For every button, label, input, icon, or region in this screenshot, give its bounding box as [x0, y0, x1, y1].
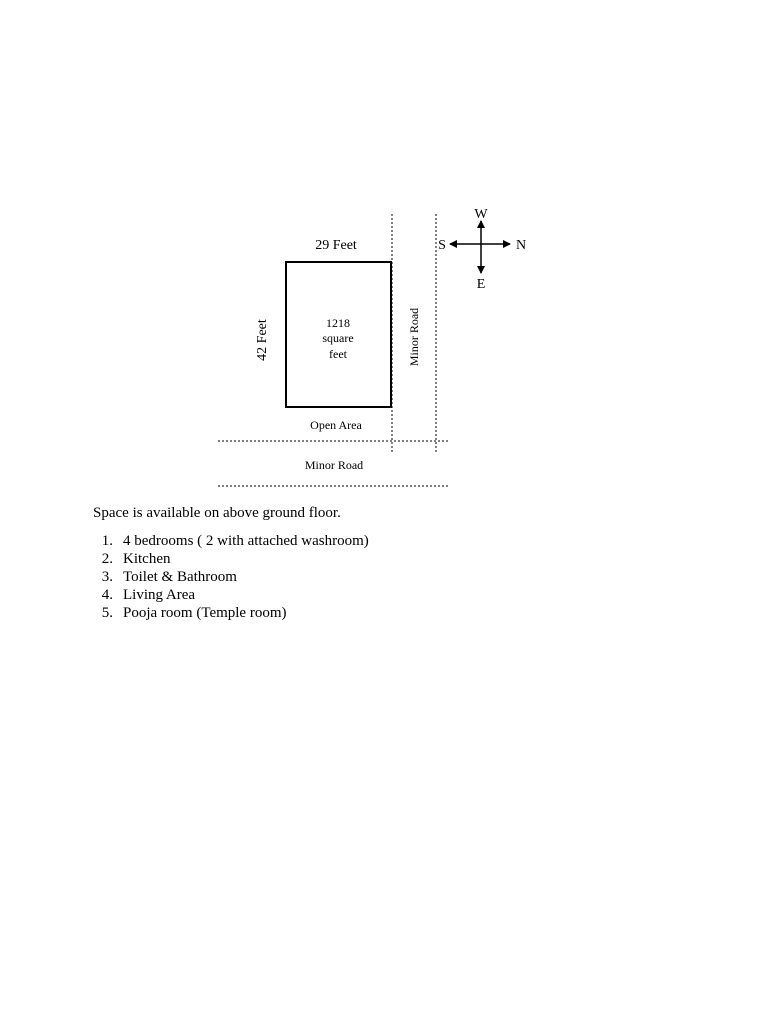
compass	[438, 207, 526, 292]
plot-area-line-1: 1218	[326, 316, 350, 330]
list-item	[93, 586, 369, 604]
list-item-text: Toilet & Bathroom	[123, 569, 237, 585]
list-item	[93, 532, 369, 550]
plot-width-label: 29 Feet	[315, 238, 357, 253]
list-item	[93, 604, 369, 622]
list-item-number: 1.	[101, 533, 113, 549]
side-road-label: Minor Road	[407, 307, 421, 367]
list-item	[93, 550, 369, 568]
list-item-number: 5.	[101, 605, 113, 621]
list-item-number: 2.	[101, 551, 113, 567]
list-item-text: 4 bedrooms ( 2 with attached washroom)	[123, 533, 369, 549]
compass-north-label: N	[515, 238, 527, 253]
space-availability-note: Space is available on above ground floor.	[93, 505, 341, 521]
list-item-text: Pooja room (Temple room)	[123, 605, 287, 621]
plot-area-line-3: feet	[329, 347, 347, 361]
compass-south-label: S	[438, 238, 446, 253]
list-item-number: 4.	[101, 587, 113, 603]
plot-length-label: 42 Feet	[255, 319, 270, 361]
bottom-road-label: Minor Road	[304, 458, 364, 472]
compass-east-label: E	[476, 277, 486, 292]
compass-west-label: W	[474, 207, 488, 222]
list-item	[93, 568, 369, 586]
requirements-list	[93, 532, 369, 622]
list-item-text: Kitchen	[123, 551, 171, 567]
list-item-number: 3.	[101, 569, 113, 585]
list-item-text: Living Area	[123, 587, 196, 603]
open-area-label: Open Area	[310, 418, 362, 432]
plot-area-line-2: square	[322, 331, 354, 345]
